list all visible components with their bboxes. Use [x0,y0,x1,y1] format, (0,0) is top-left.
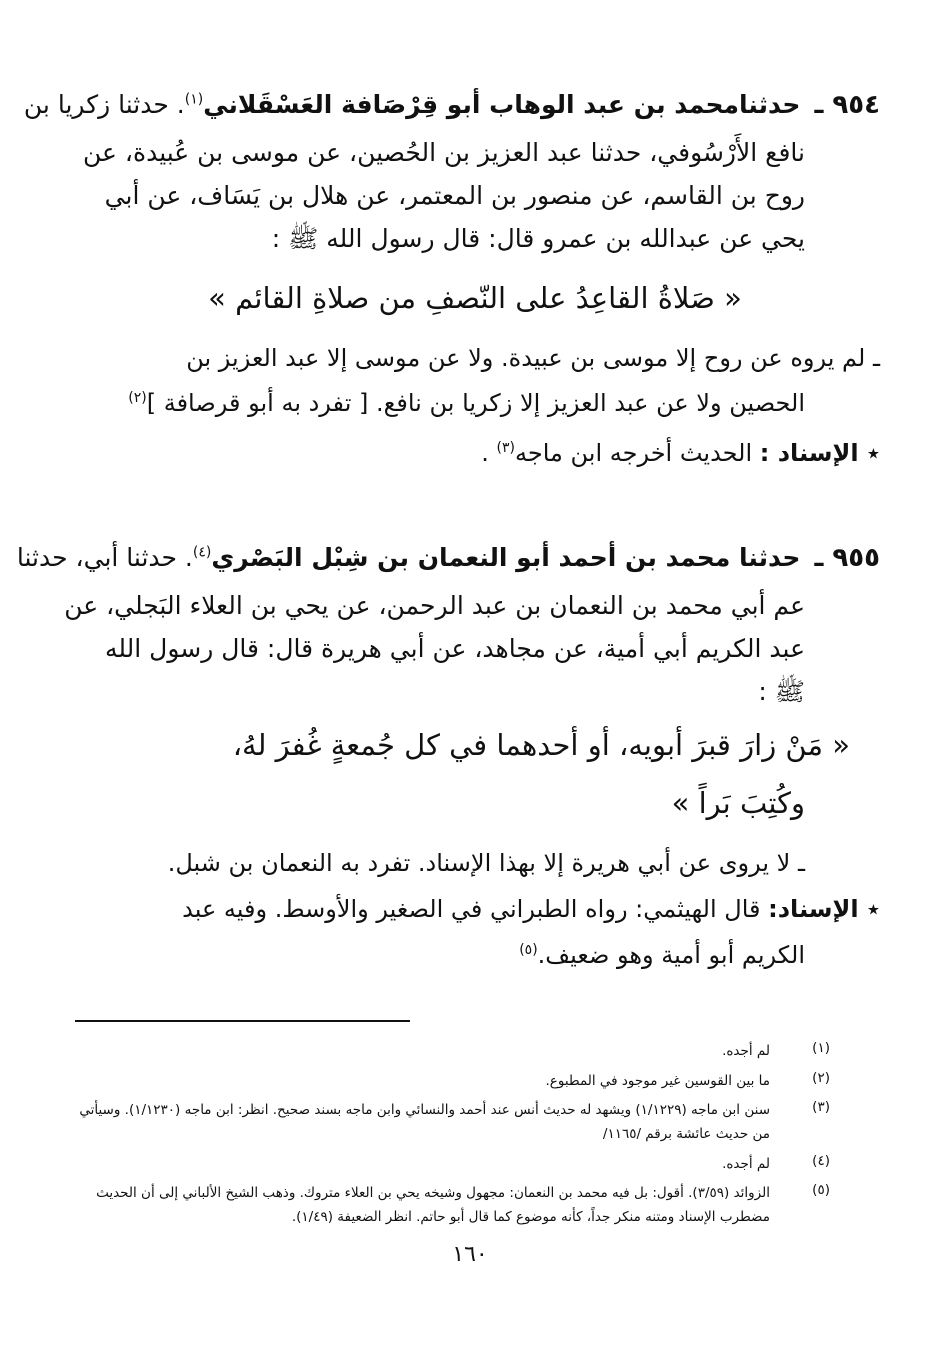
isnad-label-955: ٭ الإسناد: [768,895,880,923]
footnote-ref-5[interactable]: (٥) [519,942,538,958]
hadith-954 [23,90,880,486]
footnote-text: ما بين القوسين غير موجود في المطبوع. [545,1072,770,1089]
hadith-954-note-line-2: الحصين ولا عن عبد العزيز إلا زكريا بن نافع. [ تفرد به أبو قرصافة ]$^{(٢)}$ [128,389,805,417]
footnote-5 [70,1182,830,1229]
hadith-955-isnad-start: حدثنا محمد بن أحمد أبو النعمان بن شِبْل البَصْري [211,543,801,572]
footnote-1 [70,1040,830,1064]
hadith-954-isnad-start: حدثنامحمد بن عبد الوهاب أبو قِرْصَافة العَسْقَلاني [203,90,801,119]
hadith-955-matn-line-1: « مَنْ زارَ قبرَ أبويه، أو أحدهما في كل جُمعةٍ غُفرَ لهُ، [232,728,850,762]
footnote-text: لم أجده. [722,1043,770,1059]
hadith-955-matn-line-2: وكُتِبَ بَراً » [671,786,805,820]
footnote-number: (٤) [812,1152,830,1169]
hadith-954-isnad-grade: ٭ الإسناد : الحديث أخرجه ابن ماجه$^{(٣)}$ . [481,439,880,467]
footnote-text: الزوائد (٣/٥٩). أقول: بل فيه محمد بن النعمان: مجهول وشيخه يحي بن العلاء متروك. وذهب الشيخ الألباني إلى أن الحديث مضطرب الإسناد ومتنه منكر جداً، كأنه موضوع كما قال أبو حاتم. انظر الضعيفة (١/٤٩). [96,1185,770,1225]
footnote-2 [70,1070,830,1094]
footnote-ref-3[interactable]: (٣) [496,440,515,456]
footnote-ref-2[interactable]: (٢) [128,390,147,406]
footnote-ref-1[interactable]: (١) [184,91,204,108]
footnote-number: (٣) [812,1099,830,1116]
footnote-ref-4[interactable]: (٤) [192,544,212,561]
hadith-954-line-2: نافع الأَرْسُوفي، حدثنا عبد العزيز بن الحُصين، عن موسى بن عُبيدة، عن [83,138,805,167]
footnote-divider [75,1020,410,1022]
hadith-954-matn: « صَلاةُ القاعِدُ على النّصفِ من صلاةِ القائم » [208,281,742,315]
footnote-3 [70,1099,830,1146]
hadith-954-note-line-1: ـ لم يروه عن روح إلا موسى بن عبيدة. ولا عن موسى إلا عبد العزيز بن [186,344,880,372]
footnote-text: سنن ابن ماجه (١/١٢٢٩) ويشهد له حديث أنس عند أحمد والنسائي وابن ماجه بسند صحيح. انظر: ابن ماجه (١/١٢٣٠). وسيأتي من حديث عائشة برقم /١١٦٥/ [79,1102,770,1142]
footnote-number: (٢) [812,1069,830,1086]
hadith-954-line-3: روح بن القاسم، عن منصور بن المعتمر، عن هلال بن يَسَاف، عن أبي [104,181,805,210]
footnotes [70,1040,830,1235]
hadith-955-line-1 [16,543,880,593]
hadith-955-line-3: عبد الكريم أبي أمية، عن مجاهد، عن أبي هريرة قال: قال رسول الله [104,634,805,663]
hadith-954-line-4: يحي عن عبدالله بن عمرو قال: قال رسول الله ﷺ : [271,224,805,253]
hadith-955 [16,543,880,983]
hadith-955-isnad-grade-line-2: الكريم أبو أمية وهو ضعيف.$^{(٥)}$ [519,941,805,969]
hadith-954-number: ٩٥٤ ـ [814,90,880,120]
footnote-number: (٥) [812,1182,830,1199]
footnote-text: لم أجده. [722,1155,770,1172]
hadith-955-line-2: عم أبي محمد بن النعمان بن عبد الرحمن، عن يحي بن العلاء البَجلي، عن [64,591,805,620]
footnote-4 [70,1153,830,1177]
hadith-955-isnad-cont: . حدثنا أبي، حدثنا [16,543,193,572]
hadith-955-isnad-grade: ٭ الإسناد: قال الهيثمي: رواه الطبراني في الصغير والأوسط. وفيه عبد [182,895,880,923]
page-number: ١٦٠ [452,1242,488,1267]
footnote-number: (١) [812,1040,830,1056]
hadith-955-note-line-1: ـ لا يروى عن أبي هريرة إلا بهذا الإسناد. تفرد به النعمان بن شبل. [167,849,805,877]
isnad-label: ٭ الإسناد : [759,439,880,467]
hadith-954-line-1 [23,90,880,140]
hadith-954-isnad-cont: . حدثنا زكريا بن [23,90,185,119]
hadith-955-line-4: ﷺ : [758,677,805,706]
hadith-955-number: ٩٥٥ ـ [814,543,880,573]
